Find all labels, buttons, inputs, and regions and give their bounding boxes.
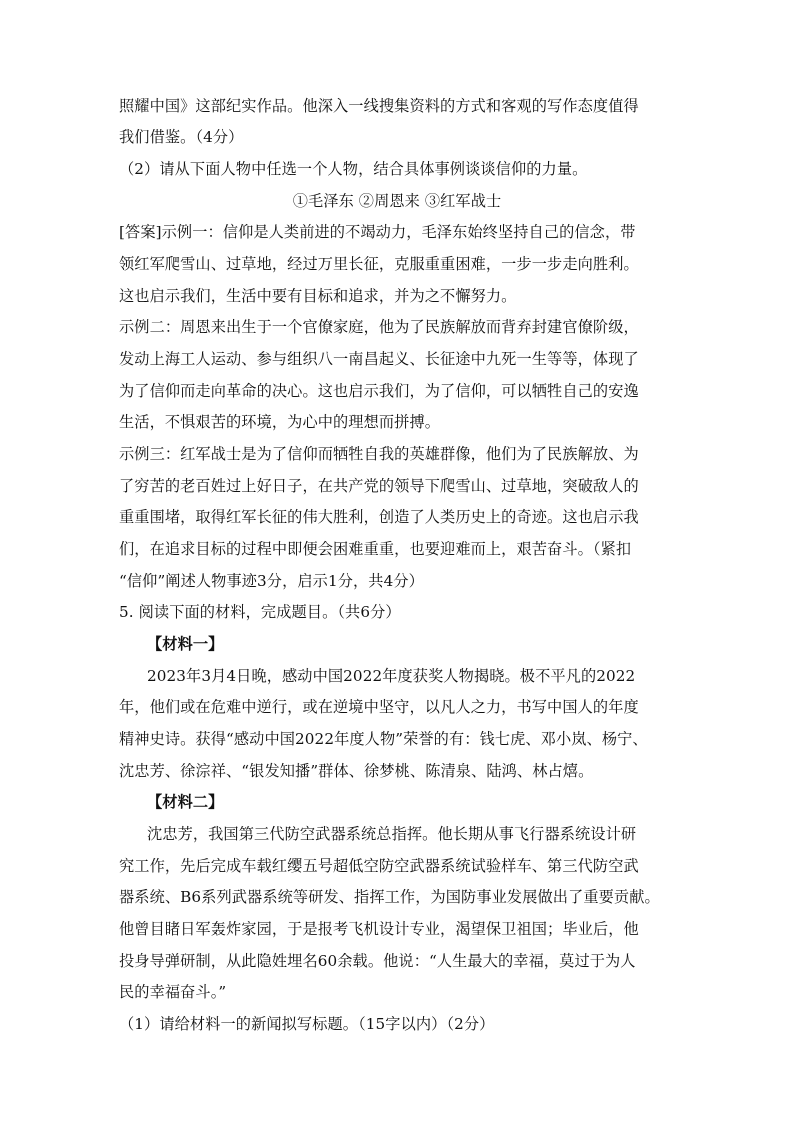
text-line: 器系统、B6系列武器系统等研发、指挥工作，为国防事业发展做出了重要贡献。 [119,888,660,906]
text-line: 们，在追求目标的过程中即便会困难重重，也要迎难而上，艰苦奋斗。（紧扣 [119,540,632,558]
question-1: （1）请给材料一的新闻拟写标题。（15字以内）（2分） [119,1015,495,1033]
text-line: 沈忠芳，我国第三代防空武器系统总指挥。他长期从事飞行器系统设计研 [147,825,637,843]
text-line: 生活，不惧艰苦的环境，为心中的理想而拼搏。 [119,413,441,431]
text-line: 年，他们或在危难中逆行，或在逆境中坚守，以凡人之力，书写中国人的年度 [119,698,639,716]
question-2: （2）请从下面人物中任选一个人物，结合具体事例谈谈信仰的力量。 [119,160,588,178]
text-line: 了穷苦的老百姓过上好日子，在共产党的领导下爬雪山、过草地，突破敌人的 [119,477,639,495]
text-line: 发动上海工人运动、参与组织八一南昌起义、长征途中九死一生等等，体现了 [119,350,639,368]
material-2-heading: 【材料二】 [147,793,224,811]
text-line: 重重围堵，取得红军长征的伟大胜利，创造了人类历史上的奇迹。这也启示我 [119,508,639,526]
text-line: 示例三：红军战士是为了信仰而牺牲自我的英雄群像，他们为了民族解放、为 [119,445,639,463]
text-line: 他曾目睹日军轰炸家园，于是报考飞机设计专业，渴望保卫祖国；毕业后，他 [119,920,639,938]
text-line: 为了信仰而走向革命的决心。这也启示我们，为了信仰，可以牺牲自己的安逸 [119,382,639,400]
text-line: 我们借鉴。（4分） [119,128,244,146]
text-line: 照耀中国》这部纪实作品。他深入一线搜集资料的方式和客观的写作态度值得 [119,97,639,115]
text-line: 投身导弹研制，从此隐姓埋名60余载。他说：“人生最大的幸福，莫过于为人 [119,952,636,970]
text-line: 精神史诗。获得“感动中国2022年度人物”荣誉的有：钱七虎、邓小岚、杨宁、 [119,730,648,748]
text-line: 这也启示我们，生活中要有目标和追求，并为之不懈努力。 [119,287,517,305]
text-line: 2023年3月4日晚，感动中国2022年度获奖人物揭晓。极不平凡的2022 [147,667,636,685]
text-line: 沈忠芳、徐淙祥、“银发知播”群体、徐梦桃、陈清泉、陆鸿、林占熺。 [119,762,594,780]
question-5: 5. 阅读下面的材料，完成题目。（共6分） [119,603,401,621]
options-line: ①毛泽东 ②周恩来 ③红军战士 [292,192,502,210]
text-line: 民的幸福奋斗。” [119,983,227,1001]
answer-line: [答案]示例一：信仰是人类前进的不竭动力，毛泽东始终坚持自己的信念，带 [119,223,636,241]
text-line: “信仰”阐述人物事迹3分，启示1分，共4分） [119,572,424,590]
text-line: 示例二：周恩来出生于一个官僚家庭，他为了民族解放而背弃封建官僚阶级， [119,318,639,336]
text-line: 究工作，先后完成车载红缨五号超低空防空武器系统试验样车、第三代防空武 [119,857,639,875]
text-line: 领红军爬雪山、过草地，经过万里长征，克服重重困难，一步一步走向胜利。 [119,255,639,273]
material-1-heading: 【材料一】 [147,635,224,653]
